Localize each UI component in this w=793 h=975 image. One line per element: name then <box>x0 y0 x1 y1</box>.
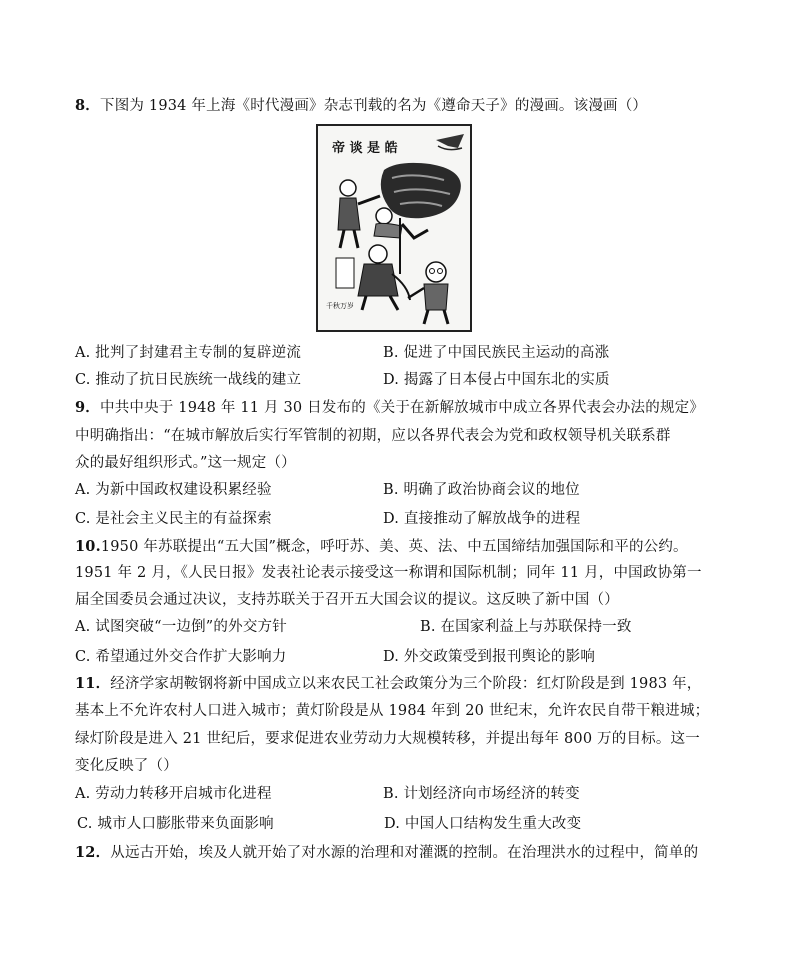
q10-stem-text-1: 1950 年苏联提出“五大国”概念，呼吁苏、美、英、法、中五国缔结加强国际和平的公约。 <box>100 539 688 555</box>
cartoon-side-caption: 千秋万岁 <box>326 302 354 310</box>
q8-number: 8． <box>75 97 100 114</box>
q8-option-a: A. 批判了封建君主专制的复辟逆流 <box>75 345 302 361</box>
cartoon-header: 帝 谈 是 皓 <box>332 141 398 156</box>
cartoon-drawing <box>318 126 470 330</box>
q10-number: 10. <box>75 538 101 555</box>
q11-option-a: A. 劳动力转移开启城市化进程 <box>75 786 272 802</box>
q8-stem <box>75 96 647 116</box>
q11-stem-line-2: 基本上不允许农村人口进入城市；黄灯阶段是从 1984 年到 20 世纪末，允许农民自带干粮进城； <box>75 703 710 719</box>
q10-stem-line-1 <box>75 537 688 557</box>
q11-stem-text-1: 经济学家胡鞍钢将新中国成立以来农民工社会政策分为三个阶段：红灯阶段是到 1983 年， <box>110 676 702 692</box>
q8-stem-text: 下图为 1934 年上海《时代漫画》杂志刊载的名为《遵命天子》的漫画。该漫画（） <box>100 98 648 114</box>
q9-option-a: A. 为新中国政权建设积累经验 <box>75 482 272 498</box>
q8-option-b: B. 促进了中国民族民主运动的高涨 <box>383 345 610 361</box>
q9-stem-line-2: 中明确指出：“在城市解放后实行军管制的初期，应以各界代表会为党和政权领导机关联系群 <box>75 428 671 444</box>
q8-option-c: C. 推动了抗日民族统一战线的建立 <box>75 372 302 388</box>
q10-option-c: C. 希望通过外交合作扩大影响力 <box>75 649 287 665</box>
q10-option-b: B. 在国家利益上与苏联保持一致 <box>420 619 632 635</box>
q10-stem-line-3: 届全国委员会通过决议，支持苏联关于召开五大国会议的提议。这反映了新中国（） <box>75 592 619 608</box>
q9-stem-line-1 <box>75 398 704 418</box>
q12-stem-text-1: 从远古开始，埃及人就开始了对水源的治理和对灌溉的控制。在治理洪水的过程中，简单的 <box>110 845 699 861</box>
q9-option-b: B. 明确了政治协商会议的地位 <box>383 482 580 498</box>
q11-number: 11． <box>75 675 111 692</box>
q9-number: 9． <box>75 399 100 416</box>
q11-option-b: B. 计划经济向市场经济的转变 <box>383 786 580 802</box>
q11-option-c: C. 城市人口膨胀带来负面影响 <box>77 816 274 832</box>
q12-stem-line-1 <box>75 843 698 863</box>
cartoon-image <box>316 124 472 332</box>
q9-option-c: C. 是社会主义民主的有益探索 <box>75 511 272 527</box>
q9-stem-text-1: 中共中央于 1948 年 11 月 30 日发布的《关于在新解放城市中成立各界代表会办法的规定》 <box>100 400 705 416</box>
q12-number: 12． <box>75 844 111 861</box>
q11-option-d: D. 中国人口结构发生重大改变 <box>384 816 582 832</box>
q10-option-d: D. 外交政策受到报刊舆论的影响 <box>383 649 596 665</box>
q10-option-a: A. 试图突破“一边倒”的外交方针 <box>75 619 287 635</box>
q11-stem-line-4: 变化反映了（） <box>75 758 178 774</box>
q11-stem-line-1 <box>75 674 702 694</box>
q9-stem-line-3: 众的最好组织形式。”这一规定（） <box>75 455 296 471</box>
q11-stem-line-3: 绿灯阶段是进入 21 世纪后，要求促进农业劳动力大规模转移，并提出每年 800 万的目标。这一 <box>75 731 700 747</box>
q10-stem-line-2: 1951 年 2 月，《人民日报》发表社论表示接受这一称谓和国际机制；同年 11 月，中国政协第一 <box>75 565 702 581</box>
q9-option-d: D. 直接推动了解放战争的进程 <box>383 511 581 527</box>
q8-option-d: D. 揭露了日本侵占中国东北的实质 <box>383 372 610 388</box>
